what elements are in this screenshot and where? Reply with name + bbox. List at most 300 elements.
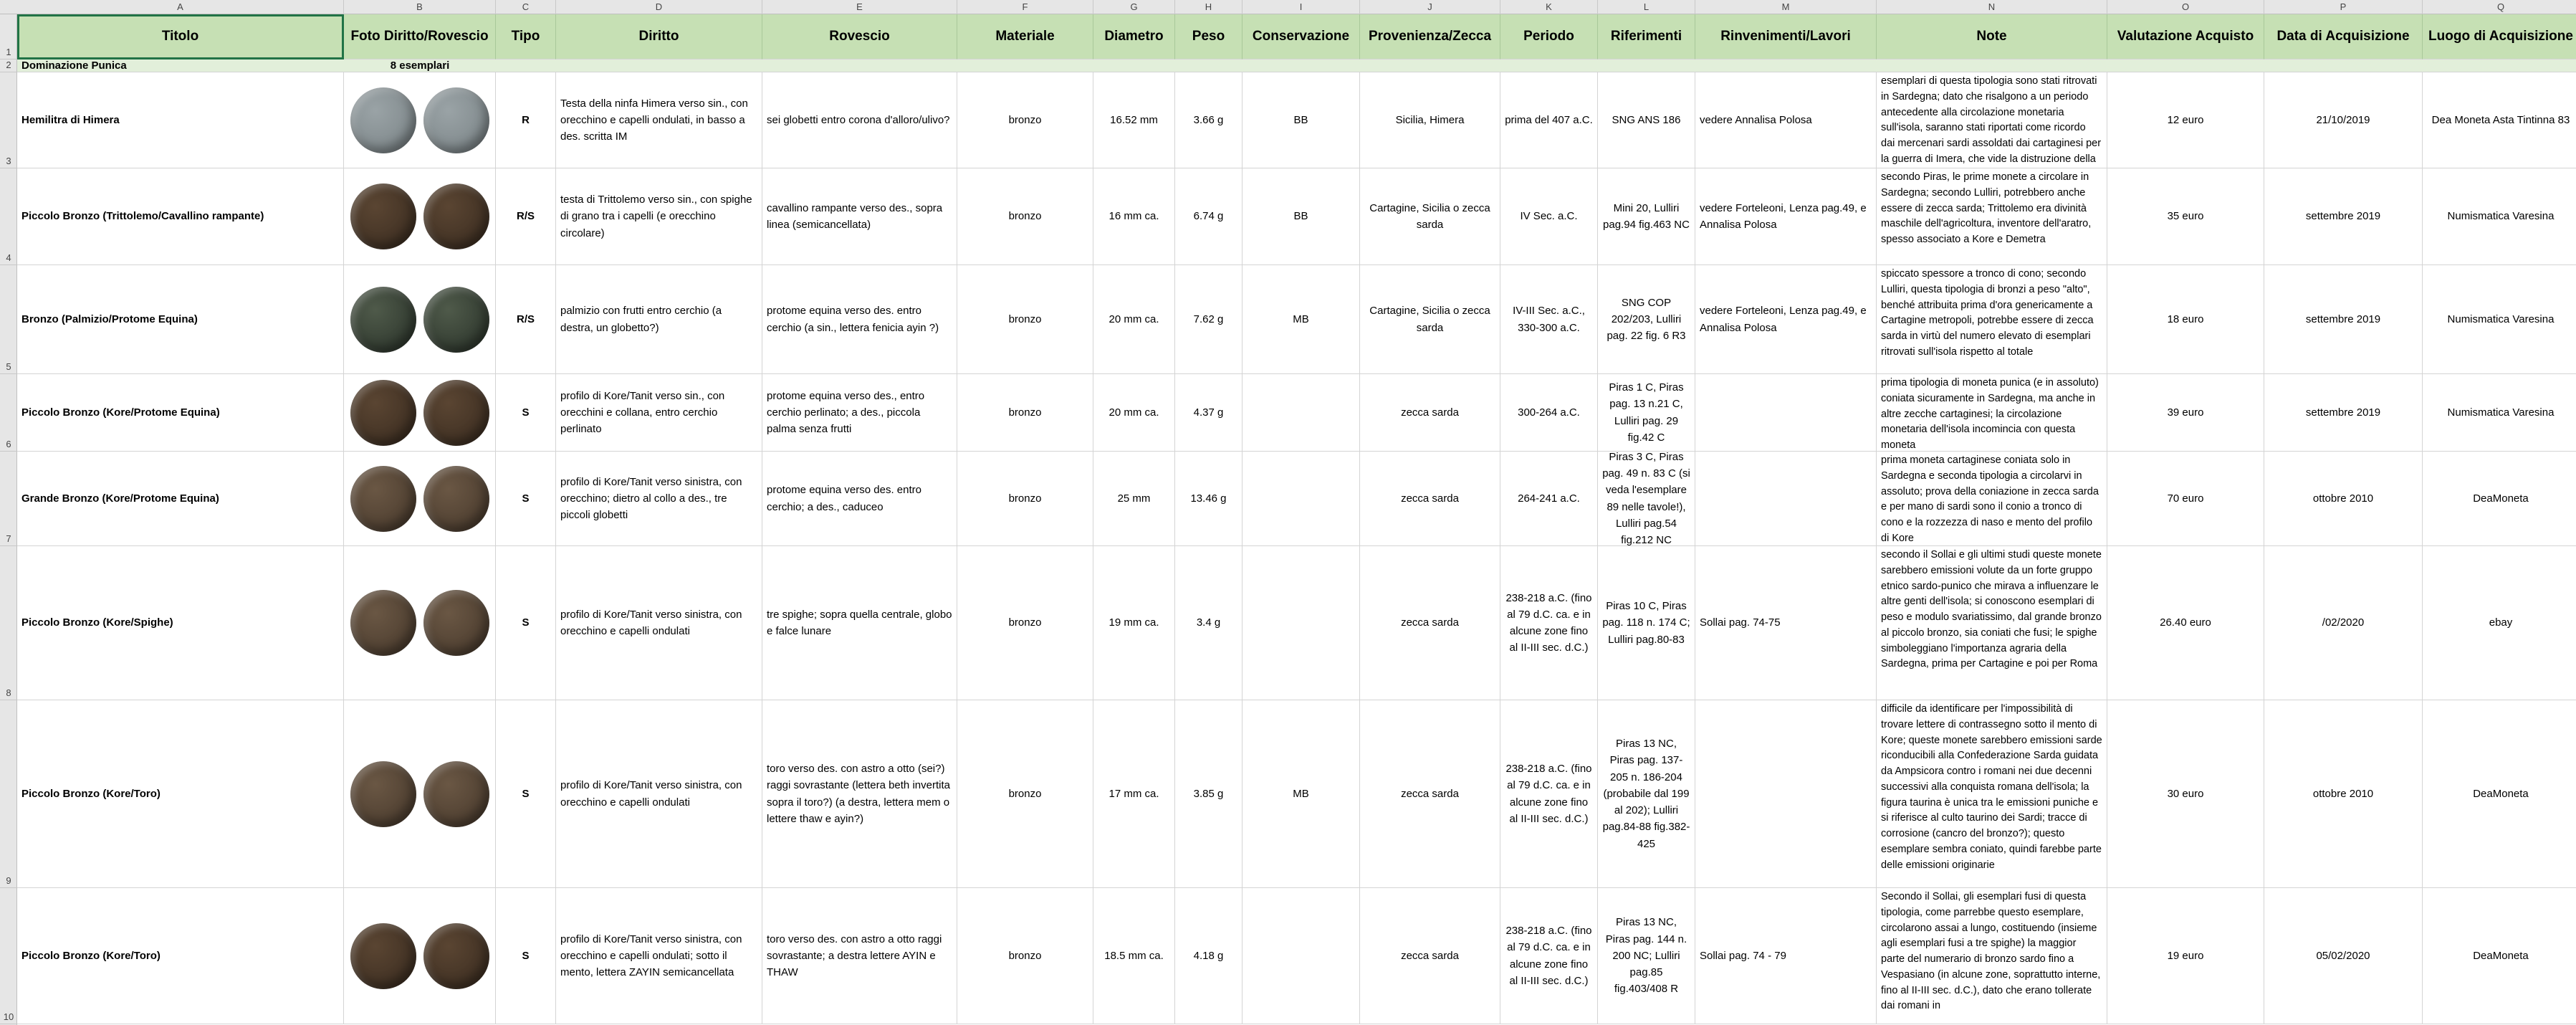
row-number[interactable] <box>0 374 17 452</box>
cell-text: profilo di Kore/Tanit verso sinistra, con orecchino e capelli ondulati <box>560 608 742 637</box>
cell-note[interactable] <box>1877 888 2107 1024</box>
header-riferimenti[interactable]: Riferimenti <box>1598 14 1695 59</box>
cell-conservazione[interactable] <box>1242 546 1360 700</box>
cell-text: 3.66 g <box>1193 113 1224 126</box>
coin-reverse-photo[interactable] <box>423 923 489 989</box>
row-number[interactable] <box>0 265 17 374</box>
cell-peso[interactable] <box>1175 374 1242 452</box>
header-foto[interactable]: Foto Diritto/Rovescio <box>344 14 496 59</box>
cell-text: 30 euro <box>2167 787 2204 800</box>
cell-periodo[interactable] <box>1500 546 1598 700</box>
cell-text: Piccolo Bronzo (Kore/Protome Equina) <box>21 406 220 419</box>
cell-periodo[interactable] <box>1500 168 1598 265</box>
cell-data[interactable] <box>2264 452 2423 546</box>
cell-rovescio[interactable] <box>762 374 957 452</box>
cell-text: 26.40 euro <box>2160 616 2211 629</box>
cell-text: Mini 20, Lulliri pag.94 fig.463 NC <box>1603 201 1690 231</box>
cell-conservazione[interactable] <box>1242 265 1360 374</box>
section-row[interactable] <box>17 59 2576 72</box>
cell-rinvenimenti[interactable] <box>1695 546 1877 700</box>
cell-conservazione[interactable] <box>1242 888 1360 1024</box>
cell-text: 238-218 a.C. (fino al 79 d.C. ca. e in alcune zone fino al II-III sec. d.C.) <box>1505 591 1592 654</box>
cell-data[interactable] <box>2264 546 2423 700</box>
cell-text: settembre 2019 <box>2305 406 2381 419</box>
header-data[interactable]: Data di Acquisizione <box>2264 14 2423 59</box>
cell-text: vedere Annalisa Polosa <box>1700 113 1812 126</box>
header-materiale[interactable]: Materiale <box>957 14 1093 59</box>
cell-note[interactable] <box>1877 452 2107 546</box>
cell-valutazione[interactable] <box>2107 72 2264 168</box>
header-conservazione[interactable]: Conservazione <box>1242 14 1360 59</box>
coin-reverse-photo[interactable] <box>423 761 489 827</box>
cell-peso[interactable] <box>1175 452 1242 546</box>
cell-tipo[interactable] <box>496 72 556 168</box>
cell-diametro[interactable] <box>1093 374 1175 452</box>
column-letter-a[interactable]: A <box>17 0 344 14</box>
cell-text: Piccolo Bronzo (Kore/Spighe) <box>21 616 173 629</box>
header-diametro[interactable]: Diametro <box>1093 14 1175 59</box>
cell-foto[interactable] <box>344 546 496 700</box>
cell-provenienza[interactable] <box>1360 168 1500 265</box>
cell-text: Dea Moneta Asta Tintinna 83 <box>2431 113 2570 126</box>
cell-riferimenti[interactable] <box>1598 546 1695 700</box>
cell-note[interactable] <box>1877 700 2107 888</box>
cell-luogo[interactable] <box>2423 168 2576 265</box>
cell-riferimenti[interactable] <box>1598 72 1695 168</box>
column-letter-i[interactable]: I <box>1242 0 1360 14</box>
cell-provenienza[interactable] <box>1360 374 1500 452</box>
cell-grid <box>17 14 2576 1025</box>
cell-data[interactable] <box>2264 168 2423 265</box>
cell-diritto[interactable] <box>556 374 762 452</box>
cell-provenienza[interactable] <box>1360 700 1500 888</box>
cell-valutazione[interactable] <box>2107 452 2264 546</box>
cell-titolo[interactable] <box>17 72 344 168</box>
cell-text: settembre 2019 <box>2305 210 2381 223</box>
cell-text: DeaMoneta <box>2473 787 2529 800</box>
header-rovescio[interactable]: Rovescio <box>762 14 957 59</box>
cell-conservazione[interactable] <box>1242 168 1360 265</box>
cell-text: Piccolo Bronzo (Kore/Toro) <box>21 787 161 800</box>
cell-text: S <box>522 616 530 629</box>
row-number[interactable] <box>0 168 17 265</box>
column-letter-e[interactable]: E <box>762 0 957 14</box>
coin-obverse-photo[interactable] <box>350 287 416 353</box>
cell-note[interactable] <box>1877 546 2107 700</box>
cell-provenienza[interactable] <box>1360 546 1500 700</box>
cell-rovescio[interactable] <box>762 265 957 374</box>
cell-text: DeaMoneta <box>2473 949 2529 962</box>
cell-text: Grande Bronzo (Kore/Protome Equina) <box>21 492 219 505</box>
cell-text: IV-III Sec. a.C., 330-300 a.C. <box>1513 305 1585 334</box>
column-letter-m[interactable]: M <box>1695 0 1877 14</box>
cell-periodo[interactable] <box>1500 72 1598 168</box>
cell-materiale[interactable] <box>957 888 1093 1024</box>
cell-periodo[interactable] <box>1500 452 1598 546</box>
cell-periodo[interactable] <box>1500 888 1598 1024</box>
column-letter-g[interactable]: G <box>1093 0 1175 14</box>
cell-valutazione[interactable] <box>2107 700 2264 888</box>
row-number-label: 8 <box>6 687 11 698</box>
cell-text: 21/10/2019 <box>2316 113 2370 126</box>
column-letter-f[interactable]: F <box>957 0 1093 14</box>
column-letter-h[interactable]: H <box>1175 0 1242 14</box>
cell-diametro[interactable] <box>1093 265 1175 374</box>
coin-obverse-photo[interactable] <box>350 380 416 446</box>
cell-text: MB <box>1293 787 1309 800</box>
cell-conservazione[interactable] <box>1242 452 1360 546</box>
cell-text: tre spighe; sopra quella centrale, globo e falce lunare <box>767 608 952 637</box>
cell-text: settembre 2019 <box>2305 313 2381 325</box>
row-number[interactable] <box>0 546 17 700</box>
cell-rinvenimenti[interactable] <box>1695 888 1877 1024</box>
cell-materiale[interactable] <box>957 265 1093 374</box>
cell-text: Piras 13 NC, Piras pag. 137-205 n. 186-204 (probabile dal 199 al 202); Lulliri pag.84-88 fig.382-425 <box>1602 738 1690 850</box>
cell-luogo[interactable] <box>2423 374 2576 452</box>
cell-valutazione[interactable] <box>2107 168 2264 265</box>
cell-foto[interactable] <box>344 265 496 374</box>
cell-peso[interactable] <box>1175 72 1242 168</box>
cell-text: 20 mm ca. <box>1109 406 1159 419</box>
cell-text: bronzo <box>1008 492 1042 505</box>
cell-riferimenti[interactable] <box>1598 374 1695 452</box>
cell-note[interactable] <box>1877 265 2107 374</box>
cell-materiale[interactable] <box>957 452 1093 546</box>
coin-reverse-photo[interactable] <box>423 380 489 446</box>
cell-rovescio[interactable] <box>762 72 957 168</box>
cell-text: zecca sarda <box>1401 616 1459 629</box>
cell-text: 19 euro <box>2167 949 2204 962</box>
cell-text: 16 mm ca. <box>1109 210 1159 223</box>
row-number-label: 10 <box>3 1011 14 1022</box>
cell-text: esemplari di questa tipologia sono stati ritrovati in Sardegna; dato che risalgono a un periodo antecedente alla circolazione monetaria sull'isola, saranno stati riportati come ricordo dai mercenari sardi assoldati dai cartaginesi per la guerra di Imera, che vide la distruzione della <box>1881 75 2102 165</box>
cell-rinvenimenti[interactable] <box>1695 72 1877 168</box>
cell-periodo[interactable] <box>1500 374 1598 452</box>
cell-conservazione[interactable] <box>1242 374 1360 452</box>
cell-data[interactable] <box>2264 265 2423 374</box>
column-letter-n[interactable]: N <box>1877 0 2107 14</box>
cell-luogo[interactable] <box>2423 265 2576 374</box>
cell-text: 300-264 a.C. <box>1518 406 1580 419</box>
cell-riferimenti[interactable] <box>1598 888 1695 1024</box>
cell-text: 264-241 a.C. <box>1518 492 1580 505</box>
cell-text: 4.37 g <box>1193 406 1224 419</box>
cell-text: Testa della ninfa Himera verso sin., con orecchino e capelli ondulati, in basso a des. scritta IM <box>560 97 748 143</box>
column-letter-k[interactable]: K <box>1500 0 1598 14</box>
cell-foto[interactable] <box>344 700 496 888</box>
cell-text: 12 euro <box>2167 113 2204 126</box>
cell-riferimenti[interactable] <box>1598 168 1695 265</box>
cell-note[interactable] <box>1877 374 2107 452</box>
cell-text: secondo il Sollai e gli ultimi studi queste monete sarebbero emissioni volute da un forte gruppo etnico sardo-punico che mirava a influenzare le altre genti dell'isola; si conoscono esemplari di peso e modulo svariatissimo, dal grande bronzo al piccolo bronzo, sia coniati che fusi; le spighe simboleggiano l'importanza agraria della Sardegna, prima per Cartagine e poi per Roma <box>1881 549 2102 670</box>
cell-peso[interactable] <box>1175 546 1242 700</box>
cell-foto[interactable] <box>344 374 496 452</box>
cell-text: Piras 13 NC, Piras pag. 144 n. 200 NC; Lulliri pag.85 fig.403/408 R <box>1605 916 1687 996</box>
cell-text: toro verso des. con astro a otto raggi sovrastante; a destra lettere AYIN e THAW <box>767 933 942 979</box>
cell-tipo[interactable] <box>496 265 556 374</box>
cell-text: vedere Forteleoni, Lenza pag.49, e Annalisa Polosa <box>1700 305 1867 334</box>
cell-text: BB <box>1293 210 1308 223</box>
cell-tipo[interactable] <box>496 888 556 1024</box>
cell-diametro[interactable] <box>1093 168 1175 265</box>
cell-diritto[interactable] <box>556 546 762 700</box>
cell-note[interactable] <box>1877 72 2107 168</box>
cell-text: bronzo <box>1008 406 1042 419</box>
header-periodo[interactable]: Periodo <box>1500 14 1598 59</box>
column-letter-c[interactable]: C <box>496 0 556 14</box>
cell-titolo[interactable] <box>17 888 344 1024</box>
cell-rovescio[interactable] <box>762 700 957 888</box>
cell-peso[interactable] <box>1175 700 1242 888</box>
cell-diametro[interactable] <box>1093 888 1175 1024</box>
cell-diritto[interactable] <box>556 700 762 888</box>
cell-note[interactable] <box>1877 168 2107 265</box>
cell-text: 3.4 g <box>1196 616 1221 629</box>
column-letter-b[interactable]: B <box>344 0 496 14</box>
cell-text: 35 euro <box>2167 210 2204 223</box>
header-provenienza[interactable]: Provenienza/Zecca <box>1360 14 1500 59</box>
cell-text: protome equina verso des. entro cerchio; a des., caduceo <box>767 484 921 513</box>
cell-text: 7.62 g <box>1193 313 1224 325</box>
cell-text: 05/02/2020 <box>2316 949 2370 962</box>
cell-riferimenti[interactable] <box>1598 265 1695 374</box>
cell-luogo[interactable] <box>2423 888 2576 1024</box>
row-number[interactable] <box>0 452 17 546</box>
cell-text: BB <box>1293 113 1308 126</box>
row-number[interactable] <box>0 72 17 168</box>
cell-text: difficile da identificare per l'impossibilità di trovare lettere di contrassegno sotto il mento di Kore; queste monete sarebbero emissioni sarde riconducibili alla Confederazione Sarda guidata da Ampsicora contro i romani nei due decenni successivi alla conquista romana dell'isola; la figura taurina è unica tra le emissioni puniche e si riferisce al culto taurino dei Sardi; tracce di corrosione (cancro del bronzo?); questo esemplare sembra coniato, quindi farebbe parte delle emissioni originarie <box>1881 703 2102 871</box>
cell-titolo[interactable] <box>17 168 344 265</box>
cell-foto[interactable] <box>344 888 496 1024</box>
cell-text: SNG ANS 186 <box>1612 113 1681 126</box>
column-letter-o[interactable]: O <box>2107 0 2264 14</box>
row-number-label: 9 <box>6 875 11 886</box>
cell-provenienza[interactable] <box>1360 888 1500 1024</box>
row-number-label: 4 <box>6 252 11 263</box>
cell-text: S <box>522 949 530 962</box>
cell-tipo[interactable] <box>496 168 556 265</box>
coin-obverse-photo[interactable] <box>350 466 416 532</box>
coin-obverse-photo[interactable] <box>350 590 416 656</box>
cell-text: Piccolo Bronzo (Trittolemo/Cavallino rampante) <box>21 210 264 223</box>
cell-text: Bronzo (Palmizio/Protome Equina) <box>21 313 198 325</box>
cell-data[interactable] <box>2264 700 2423 888</box>
cell-text: profilo di Kore/Tanit verso sinistra, con orecchino e capelli ondulati; sotto il mento, lettera ZAYIN semicancellata <box>560 933 742 979</box>
cell-materiale[interactable] <box>957 546 1093 700</box>
header-luogo[interactable]: Luogo di Acquisizione <box>2423 14 2576 59</box>
cell-text: bronzo <box>1008 113 1042 126</box>
row-number-label: 2 <box>6 59 11 70</box>
cell-peso[interactable] <box>1175 265 1242 374</box>
cell-text: Hemilitra di Himera <box>21 113 120 126</box>
cell-materiale[interactable] <box>957 700 1093 888</box>
coin-reverse-photo[interactable] <box>423 287 489 353</box>
column-letter-l[interactable]: L <box>1598 0 1695 14</box>
cell-valutazione[interactable] <box>2107 374 2264 452</box>
cell-text: cavallino rampante verso des., sopra linea (semicancellata) <box>767 201 943 231</box>
cell-text: Piras 1 C, Piras pag. 13 n.21 C, Lulliri pag. 29 fig.42 C <box>1609 381 1684 444</box>
cell-diametro[interactable] <box>1093 72 1175 168</box>
cell-text: 4.18 g <box>1193 949 1224 962</box>
cell-peso[interactable] <box>1175 168 1242 265</box>
cell-luogo[interactable] <box>2423 72 2576 168</box>
cell-text: toro verso des. con astro a otto (sei?) raggi sovrastante (lettera beth invertita sopra il toro?) (a destra, lettera mem o lettere thaw e ayin?) <box>767 763 950 825</box>
cell-luogo[interactable] <box>2423 452 2576 546</box>
cell-text: /02/2020 <box>2322 616 2365 629</box>
cell-conservazione[interactable] <box>1242 700 1360 888</box>
row-number[interactable] <box>0 59 17 72</box>
cell-titolo[interactable] <box>17 374 344 452</box>
cell-text: 70 euro <box>2167 492 2204 505</box>
cell-titolo[interactable] <box>17 452 344 546</box>
cell-titolo[interactable] <box>17 265 344 374</box>
cell-diritto[interactable] <box>556 265 762 374</box>
cell-text: 17 mm ca. <box>1109 787 1159 800</box>
cell-text: R/S <box>516 313 535 325</box>
cell-titolo[interactable] <box>17 546 344 700</box>
cell-valutazione[interactable] <box>2107 265 2264 374</box>
cell-text: secondo Piras, le prime monete a circolare in Sardegna; secondo Lulliri, potrebbero anche essere di zecca sarda; Trittolemo era divinità maschile dell'agricoltura, inventore dell'aratro, spesso associato a Kore e Demetra <box>1881 171 2092 245</box>
row-number-label: 7 <box>6 533 11 544</box>
cell-tipo[interactable] <box>496 374 556 452</box>
cell-text: 18 euro <box>2167 313 2204 325</box>
row-number[interactable] <box>0 888 17 1024</box>
cell-rinvenimenti[interactable] <box>1695 168 1877 265</box>
cell-data[interactable] <box>2264 374 2423 452</box>
cell-text: IV Sec. a.C. <box>1520 210 1578 223</box>
cell-text: prima tipologia di moneta punica (e in assoluto) coniata sicuramente in Sardegna, ma anche in altre zecche cartaginesi; la circolazione monetaria dell'isola incomincia con questa moneta <box>1881 377 2099 451</box>
cell-materiale[interactable] <box>957 72 1093 168</box>
cell-titolo[interactable] <box>17 700 344 888</box>
header-diritto[interactable]: Diritto <box>556 14 762 59</box>
cell-text: sei globetti entro corona d'alloro/ulivo? <box>767 113 950 126</box>
cell-diametro[interactable] <box>1093 546 1175 700</box>
cell-foto[interactable] <box>344 168 496 265</box>
column-letter-q[interactable]: Q <box>2423 0 2576 14</box>
cell-tipo[interactable] <box>496 700 556 888</box>
coin-reverse-photo[interactable] <box>423 183 489 249</box>
cell-text: prima moneta cartaginese coniata solo in Sardegna e seconda tipologia a circolarvi in assoluto; prova della coniazione in zecca sarda e per mano di sardi sono il conio a tronco di cono e la rozzezza di naso e mento del profilo di Kore <box>1881 454 2099 544</box>
cell-diritto[interactable] <box>556 452 762 546</box>
cell-text: Sicilia, Himera <box>1395 113 1465 126</box>
cell-foto[interactable] <box>344 72 496 168</box>
cell-text: R/S <box>516 210 535 223</box>
header-peso[interactable]: Peso <box>1175 14 1242 59</box>
header-note[interactable]: Note <box>1877 14 2107 59</box>
cell-text: Secondo il Sollai, gli esemplari fusi di questa tipologia, come parrebbe questo esemplare, circolarono assai a lungo, costituendo (insieme agli esemplari fusi a tre spighe) la maggior parte del numerario di bronzo sardo fino a Vespasiano (in alcune zone, soprattutto interne, fino al II-III sec. d.C.), dato che erano tollerate dai romani in <box>1881 891 2101 1012</box>
cell-rovescio[interactable] <box>762 546 957 700</box>
row-number[interactable] <box>0 700 17 888</box>
cell-text: protome equina verso des. entro cerchio (a sin., lettera fenicia ayin ?) <box>767 305 939 334</box>
cell-provenienza[interactable] <box>1360 72 1500 168</box>
cell-materiale[interactable] <box>957 168 1093 265</box>
column-letter-p[interactable]: P <box>2264 0 2423 14</box>
row-number-label: 3 <box>6 156 11 166</box>
cell-periodo[interactable] <box>1500 700 1598 888</box>
cell-text: ebay <box>2489 616 2513 629</box>
section-count: 8 esemplari <box>390 59 450 72</box>
coin-reverse-photo[interactable] <box>423 87 489 153</box>
header-tipo[interactable]: Tipo <box>496 14 556 59</box>
cell-diametro[interactable] <box>1093 700 1175 888</box>
cell-text: DeaMoneta <box>2473 492 2529 505</box>
cell-foto[interactable] <box>344 452 496 546</box>
cell-rovescio[interactable] <box>762 452 957 546</box>
cell-text: profilo di Kore/Tanit verso sin., con orecchini e collana, entro cerchio perlinato <box>560 389 725 436</box>
cell-text: bronzo <box>1008 210 1042 223</box>
cell-tipo[interactable] <box>496 546 556 700</box>
cell-materiale[interactable] <box>957 374 1093 452</box>
row-number-label: 6 <box>6 439 11 449</box>
cell-data[interactable] <box>2264 888 2423 1024</box>
coin-obverse-photo[interactable] <box>350 183 416 249</box>
coin-reverse-photo[interactable] <box>423 590 489 656</box>
cell-luogo[interactable] <box>2423 700 2576 888</box>
coin-obverse-photo[interactable] <box>350 87 416 153</box>
row-number[interactable] <box>0 14 17 59</box>
column-letter-j[interactable]: J <box>1360 0 1500 14</box>
cell-text: SNG COP 202/203, Lulliri pag. 22 fig. 6 R3 <box>1607 296 1686 343</box>
cell-text: zecca sarda <box>1401 406 1459 419</box>
cell-diritto[interactable] <box>556 168 762 265</box>
column-letter-d[interactable]: D <box>556 0 762 14</box>
cell-data[interactable] <box>2264 72 2423 168</box>
cell-text: 238-218 a.C. (fino al 79 d.C. ca. e in alcune zone fino al II-III sec. d.C.) <box>1505 763 1592 825</box>
cell-text: R <box>522 113 530 126</box>
cell-diametro[interactable] <box>1093 452 1175 546</box>
cell-provenienza[interactable] <box>1360 452 1500 546</box>
coin-obverse-photo[interactable] <box>350 761 416 827</box>
header-rinvenimenti[interactable]: Rinvenimenti/Lavori <box>1695 14 1877 59</box>
column-letter-header <box>0 0 2576 14</box>
cell-rinvenimenti[interactable] <box>1695 452 1877 546</box>
cell-text: Piras 10 C, Piras pag. 118 n. 174 C; Lulliri pag.80-83 <box>1602 600 1690 646</box>
cell-riferimenti[interactable] <box>1598 700 1695 888</box>
cell-text: Sollai pag. 74 - 79 <box>1700 949 1786 962</box>
cell-valutazione[interactable] <box>2107 546 2264 700</box>
cell-text: Cartagine, Sicilia o zecca sarda <box>1369 201 1490 231</box>
coin-obverse-photo[interactable] <box>350 923 416 989</box>
header-titolo[interactable]: Titolo <box>17 14 344 59</box>
row-number-label: 1 <box>6 47 11 57</box>
cell-rinvenimenti[interactable] <box>1695 265 1877 374</box>
header-valutazione[interactable]: Valutazione Acquisto <box>2107 14 2264 59</box>
cell-rinvenimenti[interactable] <box>1695 700 1877 888</box>
cell-rinvenimenti[interactable] <box>1695 374 1877 452</box>
cell-peso[interactable] <box>1175 888 1242 1024</box>
cell-provenienza[interactable] <box>1360 265 1500 374</box>
cell-text: ottobre 2010 <box>2312 787 2374 800</box>
cell-conservazione[interactable] <box>1242 72 1360 168</box>
cell-text: 238-218 a.C. (fino al 79 d.C. ca. e in alcune zone fino al II-III sec. d.C.) <box>1505 925 1592 987</box>
cell-rovescio[interactable] <box>762 888 957 1024</box>
cell-diritto[interactable] <box>556 888 762 1024</box>
cell-text: MB <box>1293 313 1309 325</box>
cell-text: Numismatica Varesina <box>2447 313 2555 325</box>
cell-diritto[interactable] <box>556 72 762 168</box>
cell-text: protome equina verso des., entro cerchio perlinato; a des., piccola palma senza frutti <box>767 389 925 436</box>
cell-valutazione[interactable] <box>2107 888 2264 1024</box>
cell-luogo[interactable] <box>2423 546 2576 700</box>
cell-periodo[interactable] <box>1500 265 1598 374</box>
cell-text: palmizio con frutti entro cerchio (a destra, un globetto?) <box>560 305 722 334</box>
cell-text: S <box>522 406 530 419</box>
cell-tipo[interactable] <box>496 452 556 546</box>
cell-riferimenti[interactable] <box>1598 452 1695 546</box>
cell-text: 20 mm ca. <box>1109 313 1159 325</box>
cell-rovescio[interactable] <box>762 168 957 265</box>
coin-reverse-photo[interactable] <box>423 466 489 532</box>
